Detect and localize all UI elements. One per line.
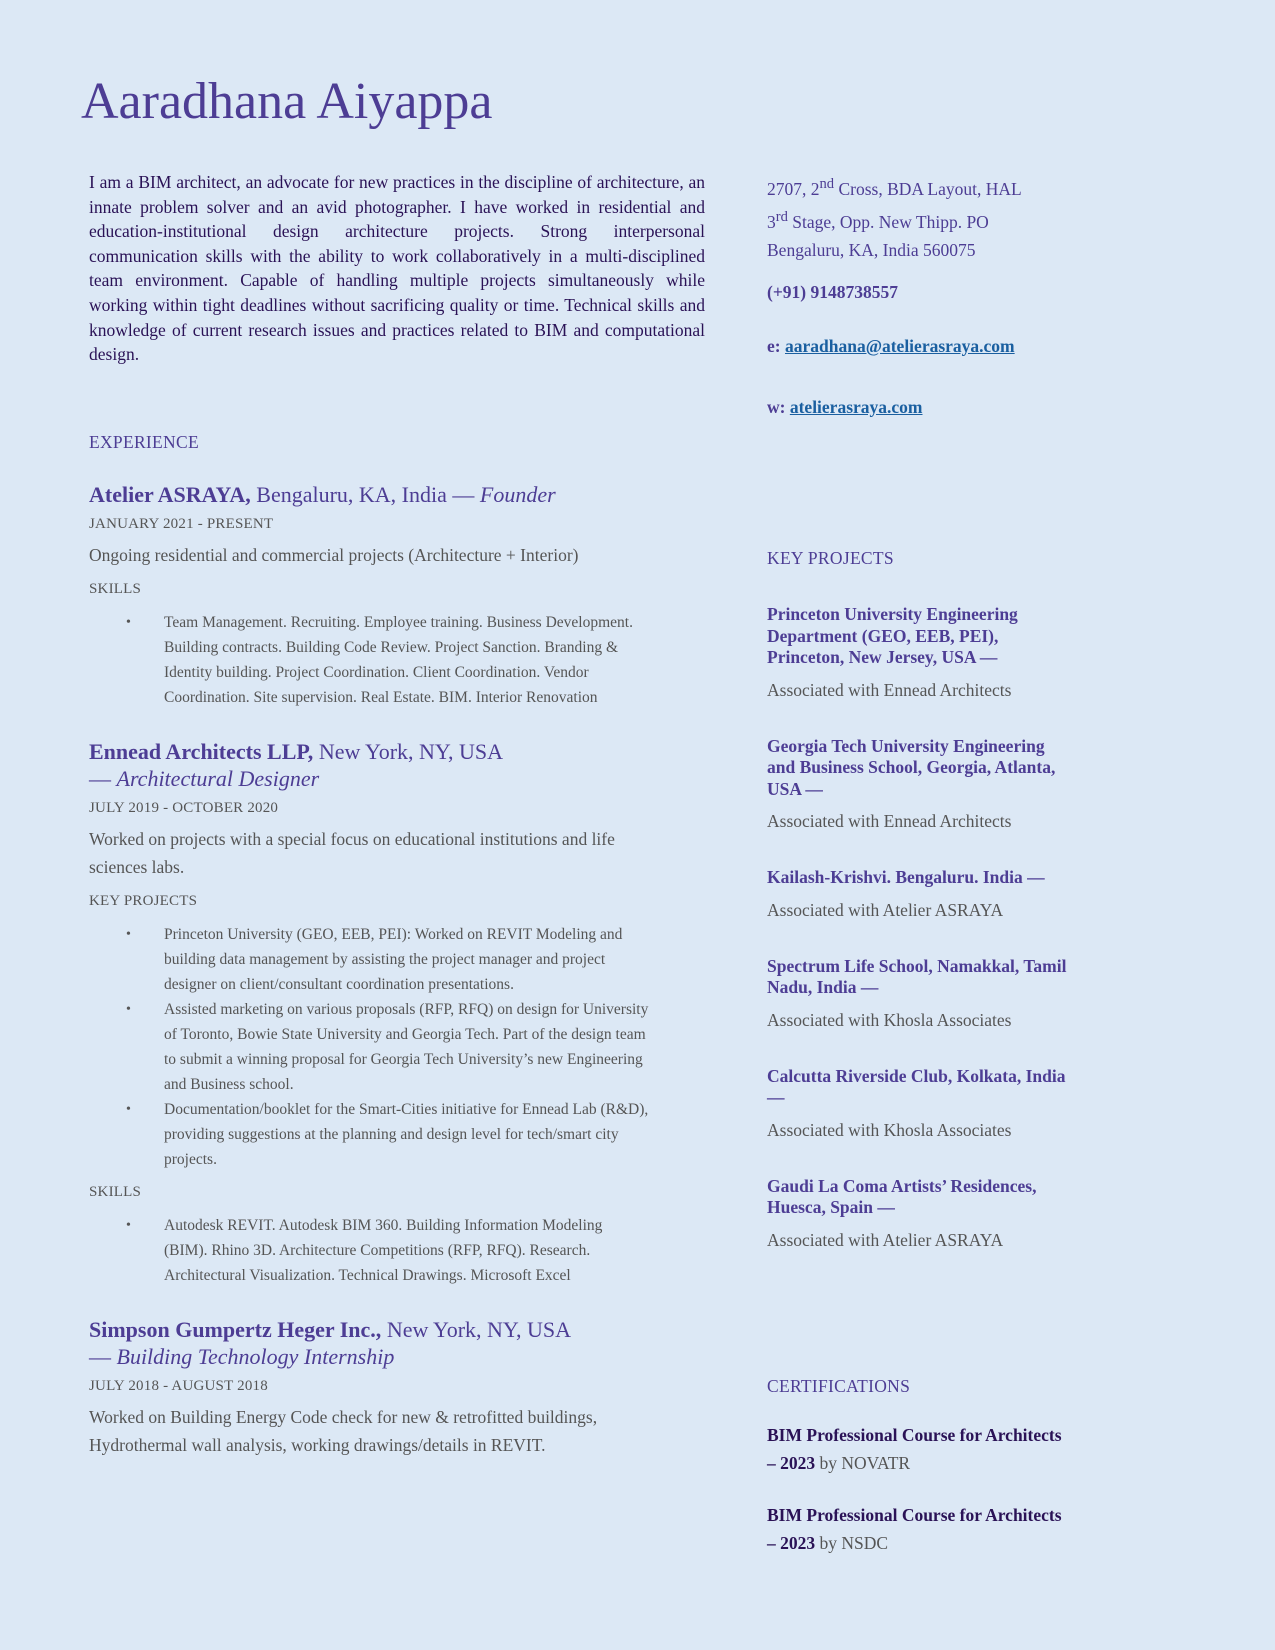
job-title: Simpson Gumpertz Heger Inc., New York, NY, USA — Building Technology Internship <box>89 1317 571 1369</box>
key-projects-section <box>767 548 1067 1251</box>
website-link[interactable]: atelierasraya.com <box>789 396 923 417</box>
intro-paragraph: I am a BIM architect, an advocate for new practices in the discipline of architecture, an innate problem solver and an avid photographer. I have worked in residential and education-institutional design architecture projects. Strong interpersonal communication skills with the ability to work collaboratively in a multi-disciplined team environment. Capable of handling multiple projects simultaneously while working within tight deadlines without sacrificing quality or time. Technical skills and knowledge of current research issues and practices related to BIM and computational design. <box>89 172 705 365</box>
email-line: e: aaradhana@atelierasraya.com <box>767 335 1015 356</box>
project-association: Associated with Ennead Architects <box>767 679 1012 700</box>
list-item: • Team Management. Recruiting. Employee training. Business Development. Building contracts. Building Code Review. Project Sanction. Branding & Identity building. Project Coordination. Client Coordination. Vendor Coordination. Site supervision. Real Estate. BIM. Interior Renovation <box>164 610 649 710</box>
project-title: Spectrum Life School, Namakkal, Tamil Nadu, India — <box>767 955 1067 997</box>
website-line: w: atelierasraya.com <box>767 396 923 417</box>
contact-block <box>767 170 1087 418</box>
project-title: Georgia Tech University Engineering and Business School, Georgia, Atlanta, USA — <box>767 735 1056 799</box>
project-title: Kailash-Krishvi. Bengaluru. India — <box>767 867 1045 887</box>
bullet-icon: • <box>126 1102 131 1117</box>
project-item <box>767 956 1067 1031</box>
certifications-section <box>767 1376 1067 1557</box>
job-description: Worked on projects with a special focus on educational institutions and life sciences labs. <box>89 829 615 877</box>
bullet-icon: • <box>126 927 131 942</box>
skills-heading: SKILLS <box>89 1184 142 1200</box>
job-description: Worked on Building Energy Code check for new & retrofitted buildings, Hydrothermal wall analysis, working drawings/details in REVIT. <box>89 1407 598 1455</box>
job-date: JULY 2018 - AUGUST 2018 <box>89 1378 268 1394</box>
phone-number: (+91) 9148738557 <box>767 281 899 302</box>
certifications-heading: CERTIFICATIONS <box>767 1376 911 1396</box>
bullet-list <box>89 1213 649 1288</box>
job-title: Atelier ASRAYA, Bengaluru, KA, India — Founder <box>89 482 556 507</box>
project-association: Associated with Atelier ASRAYA <box>767 899 1004 920</box>
job-description: Ongoing residential and commercial projects (Architecture + Interior) <box>89 545 579 565</box>
skills-heading: SKILLS <box>89 581 142 597</box>
list-item: • Documentation/booklet for the Smart-Cities initiative for Ennead Lab (R&D), providing suggestions at the planning and design level for tech/smart city projects. <box>164 1097 649 1172</box>
job-title: Ennead Architects LLP, New York, NY, USA — Architectural Designer <box>89 739 503 791</box>
address: 2707, 2nd Cross, BDA Layout, HAL 3rd Stage, Opp. New Thipp. PO Bengaluru, KA, India 560075 <box>767 176 1022 260</box>
project-association: Associated with Khosla Associates <box>767 1009 1012 1030</box>
project-association: Associated with Ennead Architects <box>767 811 1012 831</box>
certification-item: BIM Professional Course for Architects – 2023 by NOVATR <box>767 1425 1062 1473</box>
bullet-list <box>89 610 649 710</box>
bullet-icon: • <box>126 1002 131 1017</box>
project-association: Associated with Khosla Associates <box>767 1119 1012 1140</box>
experience-section <box>89 432 649 1459</box>
job-date: JULY 2019 - OCTOBER 2020 <box>89 800 279 816</box>
bullet-list <box>89 922 649 1172</box>
certification-item: BIM Professional Course for Architects – 2023 by NSDC <box>767 1505 1062 1553</box>
list-item: • Autodesk REVIT. Autodesk BIM 360. Building Information Modeling (BIM). Rhino 3D. Architecture Competitions (RFP, RFQ). Research. Architectural Visualization. Technical Drawings. Microsoft Excel <box>164 1213 649 1288</box>
job-entry <box>89 1316 649 1459</box>
project-title: Gaudi La Coma Artists’ Residences, Huesca, Spain — <box>767 1175 1037 1217</box>
key-projects-heading: KEY PROJECTS <box>89 893 198 909</box>
project-item <box>767 867 1067 921</box>
resume-name: Aaradhana Aiyappa <box>81 73 493 130</box>
project-association: Associated with Atelier ASRAYA <box>767 1229 1004 1250</box>
key-projects-heading: KEY PROJECTS <box>767 548 894 568</box>
bullet-icon: • <box>126 615 131 630</box>
job-date: JANUARY 2021 - PRESENT <box>89 516 274 532</box>
list-item: • Assisted marketing on various proposals (RFP, RFQ) on design for University of Toronto, Bowie State University and Georgia Tech. Part of the design team to submit a winning proposal for Georgia Tech University’s new Engineering and Business school. <box>164 997 649 1097</box>
job-entry <box>89 481 649 710</box>
project-title: Princeton University Engineering Department (GEO, EEB, PEI), Princeton, New Jersey, USA — <box>767 604 1018 667</box>
project-item <box>767 736 1067 833</box>
experience-heading: EXPERIENCE <box>89 432 199 452</box>
email-link[interactable]: aaradhana@atelierasraya.com <box>784 335 1015 356</box>
project-item <box>767 1176 1067 1251</box>
list-item: • Princeton University (GEO, EEB, PEI): Worked on REVIT Modeling and building data management by assisting the project manager and project designer on client/consultant coordination presentations. <box>164 922 649 997</box>
bullet-icon: • <box>126 1218 131 1233</box>
job-entry <box>89 738 649 1288</box>
project-item <box>767 604 1067 701</box>
project-title: Calcutta Riverside Club, Kolkata, India — <box>767 1065 1066 1107</box>
project-item <box>767 1066 1067 1141</box>
